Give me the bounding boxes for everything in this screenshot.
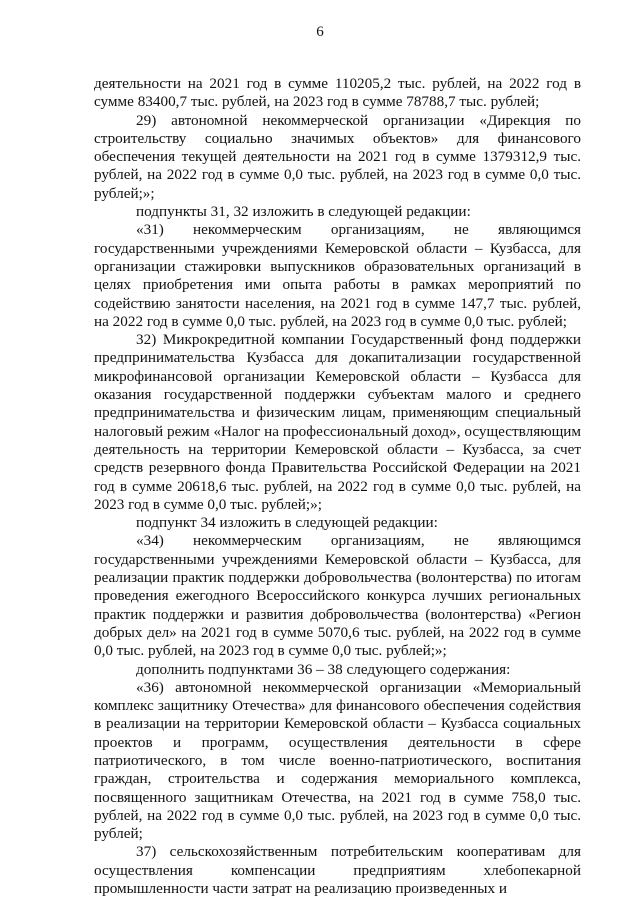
paragraph-item-32: 32) Микрокредитной компании Государственный фонд поддержки предпринимательства Кузбасса для докапитализации государственной микрофинансовой организации Кемеровской области – Кузбасса для оказания государственной поддержки субъектам малого и среднего предпринимательства и физическим лицам, применяющим специальный налоговый режим «Налог на профессиональный доход», осуществляющим деятельность на территории Кемеровской области – Кузбасса, за счет средств резервного фонда Правительства Российской Федерации на 2021 год в сумме 20618,6 тыс. рублей, на 2022 год в сумме 0,0 тыс. рублей, на 2023 год в сумме 0,0 тыс. рублей;»; bbox=[94, 331, 581, 513]
paragraph-instruction-34: подпункт 34 изложить в следующей редакции: bbox=[136, 514, 438, 532]
paragraph-item-29: 29) автономной некоммерческой организации «Дирекция по строительству социально значимых объектов» для финансового обеспечения текущей деятельности на 2021 год в сумме 1379312,9 тыс. рублей, на 2022 год в сумме 0,0 тыс. рублей, на 2023 год в сумме 0,0 тыс. рублей;»; bbox=[94, 111, 581, 202]
paragraph-item-34: «34) некоммерческим организациям, не являющимся государственными учреждениями Кемеровской области – Кузбасса, для реализации практик поддержки добровольчества (волонтерства) по итогам проведения ежегодного Всероссийского конкурса лучших региональных практик поддержки и развития добровольчества (волонтерства) «Регион добрых дел» на 2021 год в сумме 5070,6 тыс. рублей, на 2022 год в сумме 0,0 тыс. рублей, на 2023 год в сумме 0,0 тыс. рублей;»; bbox=[94, 532, 581, 660]
document-body bbox=[94, 75, 581, 898]
page-number: 6 bbox=[316, 24, 324, 40]
paragraph-item-31: «31) некоммерческим организациям, не являющимся государственными учреждениями Кемеровской области – Кузбасса, для организации стажировки выпускников образовательных организаций в целях приобретения ими опыта работы в рамках мероприятий по содействию занятости населения, на 2021 год в сумме 147,7 тыс. рублей, на 2022 год в сумме 0,0 тыс. рублей, на 2023 год в сумме 0,0 тыс. рублей; bbox=[94, 221, 581, 330]
paragraph-item-37: 37) сельскохозяйственным потребительским кооперативам для осуществления компенсации предприятиям хлебопекарной промышленности части затрат на реализацию произведенных и bbox=[94, 843, 581, 898]
paragraph-instruction-31-32: подпункты 31, 32 изложить в следующей редакции: bbox=[136, 203, 471, 221]
paragraph-item-36: «36) автономной некоммерческой организации «Мемориальный комплекс защитнику Отечества» для финансового обеспечения содействия в реализации на территории Кемеровской области – Кузбасса социальных проектов и программ, осуществления деятельности в сфере патриотического, в том числе военно-патриотического, воспитания граждан, строительства и содержания мемориального комплекса, посвященного защитникам Отечества, на 2021 год в сумме 758,0 тыс. рублей, на 2022 год в сумме 0,0 тыс. рублей, на 2023 год в сумме 0,0 тыс. рублей; bbox=[94, 678, 581, 843]
paragraph-instruction-36-38: дополнить подпунктами 36 – 38 следующего содержания: bbox=[136, 660, 511, 678]
paragraph-continuation: деятельности на 2021 год в сумме 110205,2 тыс. рублей, на 2022 год в сумме 83400,7 тыс. рублей, на 2023 год в сумме 78788,7 тыс. рублей; bbox=[94, 75, 581, 111]
